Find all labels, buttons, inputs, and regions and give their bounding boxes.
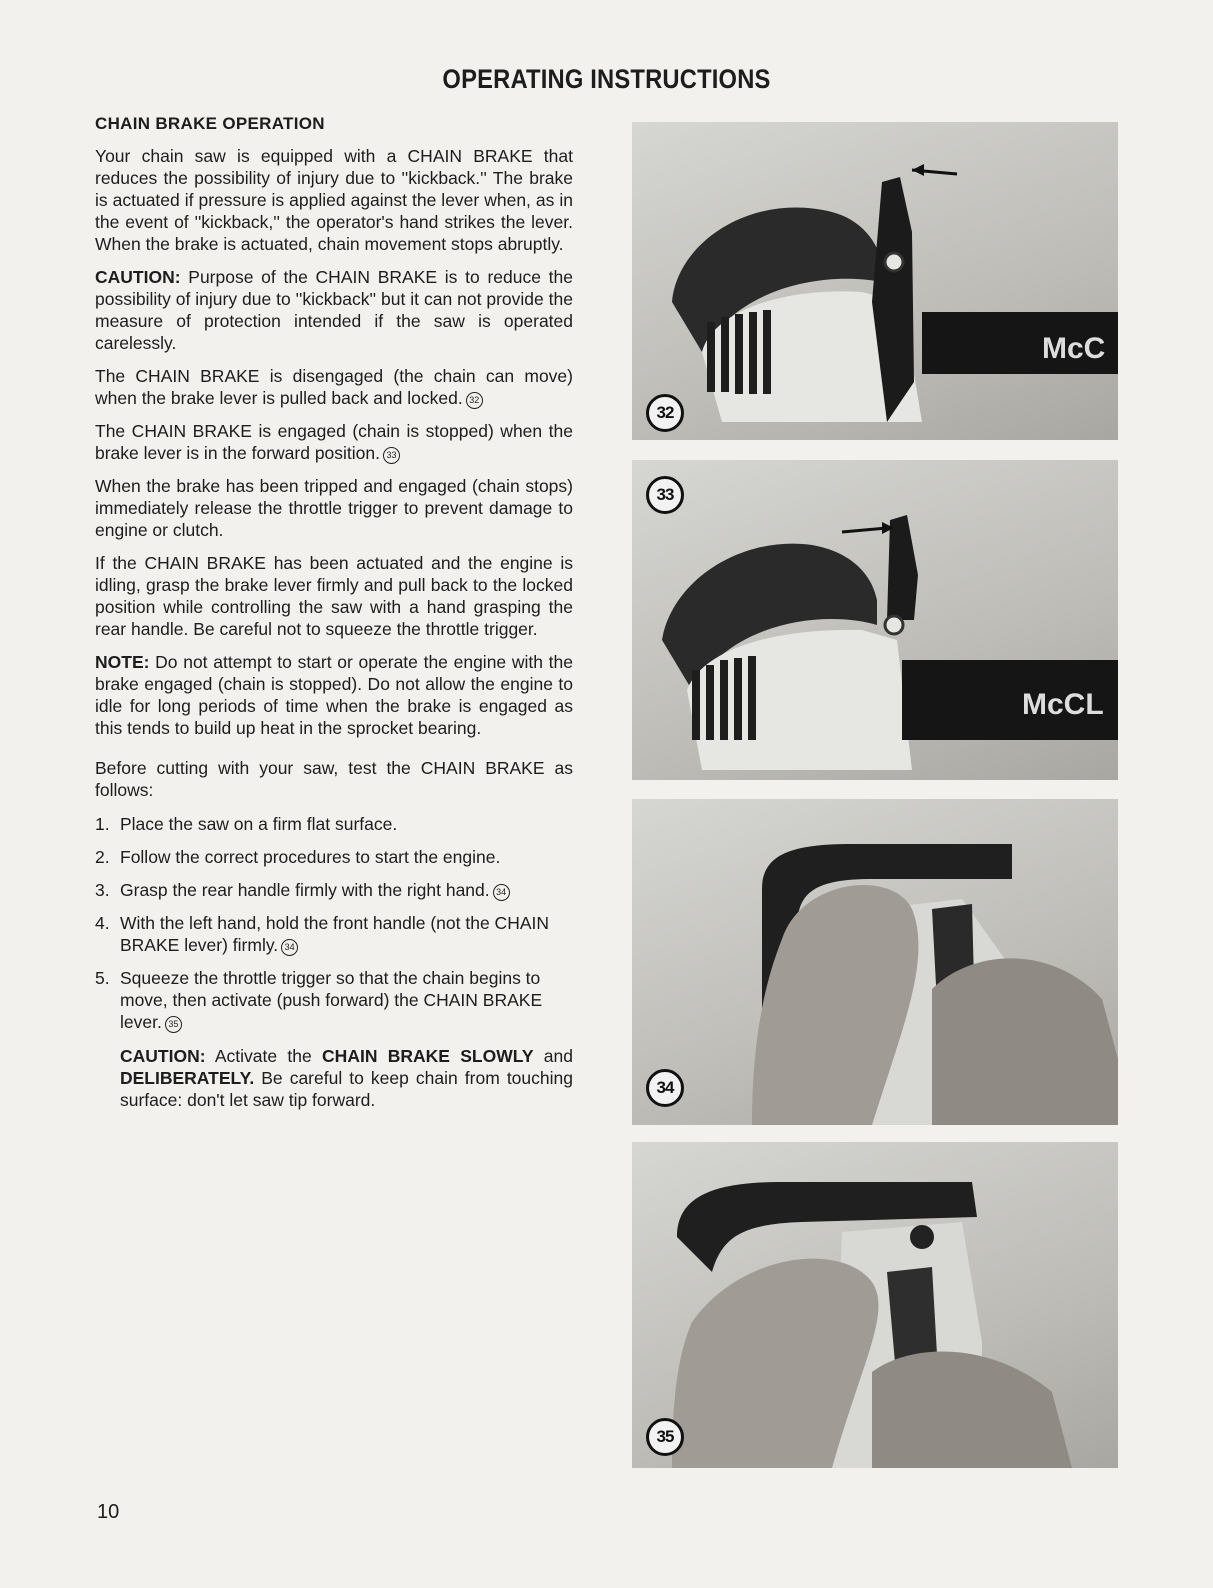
caution-text-b: and	[543, 1046, 573, 1066]
section-heading: CHAIN BRAKE OPERATION	[95, 114, 325, 133]
step-number: 2.	[95, 847, 110, 867]
caution-text: Purpose of the CHAIN BRAKE is to reduce the possibility of injury due to ''kickback'' but it can not provide the measure of protection intended if the saw is operated carelessly.	[95, 267, 573, 353]
bar-brand-text: McCL	[1022, 688, 1104, 721]
note-text: Do not attempt to start or operate the engine with the brake engaged (chain is stopped). Do not allow the engine to idle for long periods of time when the brake is engaged as this tends to build up heat in the sprocket bearing.	[95, 652, 573, 738]
engaged-text: The CHAIN BRAKE is engaged (chain is stopped) when the brake lever is in the forward position.	[95, 421, 573, 463]
disengaged-paragraph	[95, 365, 573, 409]
step-text: Grasp the rear handle firmly with the right hand.	[120, 880, 490, 900]
step-text: With the left hand, hold the front handle (not the CHAIN BRAKE lever) firmly.	[120, 913, 549, 955]
figure-33-photo	[632, 460, 1118, 780]
step-number: 5.	[95, 968, 110, 988]
step-number: 3.	[95, 880, 110, 900]
note-paragraph	[95, 651, 573, 739]
step-text: Follow the correct procedures to start the engine.	[120, 847, 501, 867]
test-steps-list	[95, 813, 573, 1033]
note-label: NOTE:	[95, 652, 150, 672]
figure-badge: 35	[646, 1418, 684, 1456]
page-number: 10	[97, 1501, 120, 1523]
figure-ref: 34	[281, 939, 298, 956]
figure-ref: 35	[165, 1016, 182, 1033]
test-intro-paragraph: Before cutting with your saw, test the CHAIN BRAKE as follows:	[95, 758, 573, 800]
hands-gripping-saw-illustration	[632, 799, 1118, 1125]
step-number: 4.	[95, 913, 110, 933]
caution-emphasis: CHAIN BRAKE SLOWLY	[322, 1046, 534, 1066]
saw-brake-disengaged-illustration	[632, 122, 1118, 440]
tripped-paragraph: When the brake has been tripped and engaged (chain stops) immediately release the throttle trigger to prevent damage to engine or clutch.	[95, 476, 573, 540]
figure-ref: 34	[493, 884, 510, 901]
list-item	[95, 879, 573, 901]
step-text: Squeeze the throttle trigger so that the chain begins to move, then activate (push forward) the CHAIN BRAKE lever.	[120, 968, 543, 1032]
engaged-paragraph	[95, 420, 573, 464]
caution-label: CAUTION:	[120, 1046, 206, 1066]
figure-badge: 34	[646, 1069, 684, 1107]
step-text: Place the saw on a firm flat surface.	[120, 814, 398, 834]
figure-35-photo	[632, 1142, 1118, 1468]
list-item	[95, 813, 573, 835]
bar-brand-text: McC	[1042, 332, 1106, 365]
figure-34-photo	[632, 799, 1118, 1125]
figure-badge: 32	[646, 394, 684, 432]
figure-ref: 32	[466, 392, 483, 409]
caution-text-a: Activate the	[214, 1046, 312, 1066]
page-title: OPERATING INSTRUCTIONS	[442, 64, 771, 94]
figure-badge: 33	[646, 476, 684, 514]
disengaged-text: The CHAIN BRAKE is disengaged (the chain can move) when the brake lever is pulled back and locked.	[95, 366, 573, 408]
caution-label: CAUTION:	[95, 267, 181, 287]
intro-paragraph: Your chain saw is equipped with a CHAIN BRAKE that reduces the possibility of injury due to ''kickback.'' The brake is actuated if pressure is applied against the lever when, as in the event of ''kickback,'' the operator's hand strikes the lever. When the brake is actuated, chain movement stops abruptly.	[95, 146, 573, 254]
list-item	[95, 846, 573, 868]
saw-brake-engaged-illustration	[632, 460, 1118, 780]
hand-activating-brake-illustration	[632, 1142, 1118, 1468]
caution-emphasis: DELIBERATELY.	[120, 1068, 255, 1088]
caution-slowly-paragraph	[95, 1045, 573, 1111]
reset-paragraph: If the CHAIN BRAKE has been actuated and the engine is idling, grasp the brake lever firmly and pull back to the locked position while controlling the saw with a hand grasping the rear handle. Be careful not to squeeze the throttle trigger.	[95, 553, 573, 639]
figure-32-photo	[632, 122, 1118, 440]
list-item	[95, 912, 573, 956]
step-number: 1.	[95, 814, 110, 834]
caution-paragraph	[95, 266, 573, 354]
text-column	[95, 113, 573, 1122]
caution-text-c: Be careful to keep chain from touching surface: don't let saw tip forward.	[120, 1068, 573, 1110]
list-item	[95, 967, 573, 1033]
figure-ref: 33	[383, 447, 400, 464]
